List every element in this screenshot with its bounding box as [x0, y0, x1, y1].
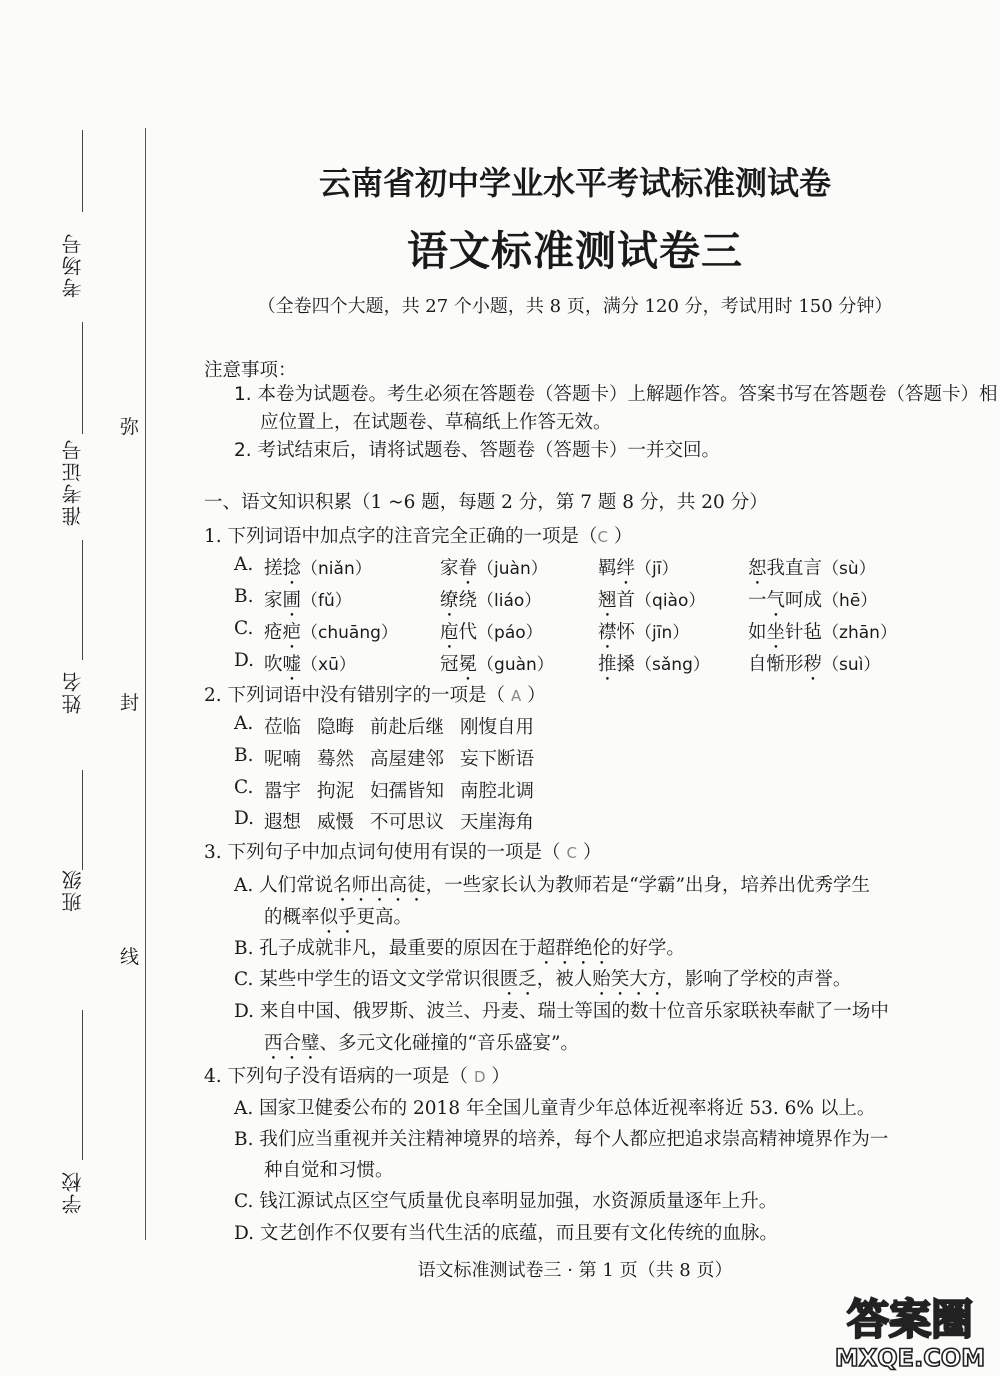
class-label: 班级: [61, 868, 85, 912]
option-4d: D. 文艺创作不仅要有当代生活的底蕴，而且要有文化传统的血脉。: [234, 1223, 778, 1244]
watermark-sub: MXQE.COM: [834, 1344, 986, 1372]
word: 蓦然: [317, 749, 355, 770]
word-with-pinyin: 搓捻（niǎn）: [264, 558, 372, 579]
pinyin: （jī）: [635, 559, 679, 579]
pinyin: （sù）: [822, 559, 876, 579]
word: 莅临: [264, 717, 302, 738]
word: 妇孺皆知: [370, 781, 445, 802]
name-line: [82, 540, 83, 660]
word-with-pinyin: 家圃（fǔ）: [264, 590, 352, 611]
bracket-close: ）: [613, 526, 633, 547]
notes-item-2: 2. 考试结束后，请将试题卷、答题卷（答题卡）一并交回。: [234, 440, 721, 461]
word: 高屋建邻: [370, 749, 445, 770]
pinyin: （liáo）: [477, 591, 542, 611]
option-label: C.: [234, 777, 254, 798]
option-words: [264, 777, 550, 803]
pinyin: （suì）: [822, 655, 881, 675]
option-3b: [234, 934, 685, 969]
option-label: A.: [234, 554, 254, 575]
bracket-close: ）: [491, 1066, 510, 1087]
dotted-phrase: 似乎: [319, 907, 357, 928]
question-text: 3. 下列句子中加点词句使用有误的一项是（: [204, 842, 561, 863]
word-with-pinyin: 襟怀（jīn）: [598, 622, 690, 643]
text: 、多元文化碰撞的“音乐盛宴”。: [319, 1033, 579, 1054]
answer-mark: D: [473, 1068, 486, 1086]
text: 的好学。: [610, 938, 685, 959]
question-text: 2. 下列词语中没有错别字的一项是（: [204, 685, 506, 706]
pinyin: （chuāng）: [301, 623, 398, 643]
option-words: [264, 745, 550, 771]
pinyin: （juàn）: [477, 559, 548, 579]
question-3-stem: [204, 838, 601, 864]
notes-item-1-cont: 应位置上，在试题卷、草稿纸上作答无效。: [260, 412, 612, 433]
pinyin: （jīn）: [635, 623, 690, 643]
text: 的概率: [264, 907, 320, 928]
word-with-pinyin: 一气呵成（hē）: [748, 590, 878, 611]
question-text: 4. 下列句子没有语病的一项是（: [204, 1066, 469, 1087]
option-3a-cont: [264, 903, 412, 938]
word: 拘泥: [317, 781, 355, 802]
notes-item-1: 1. 本卷为试题卷。考生必须在答题卷（答题卡）上解题作答。答案书写在答题卷（答题卡）相: [234, 384, 998, 405]
bracket-close: ）: [527, 685, 546, 706]
text: 更高。: [356, 907, 413, 928]
text: B. 孔子成就非凡，最重要的原因在于: [234, 938, 537, 959]
pinyin: （niǎn）: [301, 559, 372, 579]
word-with-pinyin: 羁绊（jī）: [598, 558, 679, 579]
word-with-pinyin: 恕我直言（sù）: [748, 558, 876, 579]
text: C. 某些中学生的语文文学常识很: [234, 969, 500, 990]
option-words: [264, 713, 550, 739]
word-with-pinyin: 冠冕（guàn）: [440, 654, 554, 675]
option-3a: [234, 871, 870, 906]
notes-heading: 注意事项：: [204, 360, 297, 381]
question-4-stem: [204, 1062, 510, 1088]
option-label: C.: [234, 618, 254, 639]
option-4a: A. 国家卫健委公布的 2018 年全国儿童青少年总体近视率将近 53. 6% 以上。: [234, 1098, 876, 1119]
word-with-pinyin: 疮疤（chuāng）: [264, 622, 398, 643]
watermark-main: 答案圈: [846, 1295, 974, 1344]
word: 嚣宇: [264, 781, 302, 802]
option-3c: [234, 965, 851, 1000]
class-line: [82, 770, 83, 870]
answer-mark: C: [597, 528, 609, 546]
question-1-stem: [204, 522, 632, 548]
word-with-pinyin: 庖代（páo）: [440, 622, 543, 643]
text: ，一些家长认为教师若是“学霸”出身，培养出优秀学生: [425, 875, 871, 896]
text: A. 人们常说: [234, 875, 334, 896]
bracket-close: ）: [582, 842, 602, 863]
pinyin: （fǔ）: [301, 591, 352, 611]
name-label: 姓名: [61, 670, 85, 714]
option-4b-cont: 种自觉和习惯。: [264, 1160, 394, 1181]
pinyin: （guàn）: [477, 655, 554, 675]
watermark-logo: [818, 1288, 998, 1376]
dotted-phrase: 超群绝伦: [536, 938, 611, 959]
pinyin: （páo）: [477, 623, 543, 643]
option-label: D.: [234, 650, 255, 671]
paper-title: 语文标准测试卷三: [407, 227, 743, 275]
word-with-pinyin: 翘首（qiào）: [598, 590, 706, 611]
word: 刚愎自用: [460, 717, 535, 738]
exam-room-label: 考场号: [61, 232, 85, 298]
option-4c: C. 钱江源试点区空气质量优良率明显加强，水资源质量逐年上升。: [234, 1191, 778, 1212]
option-4b: B. 我们应当重视并关注精神境界的培养，每个人都应把追求崇高精神境界作为一: [234, 1129, 889, 1150]
page-footer: 语文标准测试卷三 · 第 1 页（共 8 页）: [417, 1260, 733, 1281]
word: 遐想: [264, 812, 302, 833]
option-3d: D. 来自中国、俄罗斯、波兰、丹麦、瑞士等国的数十位音乐家联袂奉献了一场中: [234, 1001, 889, 1022]
word-with-pinyin: 家眷（juàn）: [440, 558, 548, 579]
option-label: B.: [234, 745, 254, 766]
school-line: [82, 1010, 83, 1160]
word: 天崖海角: [460, 812, 535, 833]
pinyin: （zhān）: [822, 623, 897, 643]
section-heading: 一、语文知识积累（1 ~6 题，每题 2 分，第 7 题 8 分，共 20 分）: [204, 492, 768, 513]
pinyin: （sǎng）: [635, 655, 710, 675]
admission-no-line: [82, 322, 83, 434]
word-with-pinyin: 缭绕（liáo）: [440, 590, 542, 611]
word-with-pinyin: 推搡（sǎng）: [598, 654, 710, 675]
option-words: [264, 808, 550, 834]
dotted-phrase: 匮乏: [499, 969, 537, 990]
answer-mark: A: [510, 687, 522, 705]
admission-no-label: 准考证号: [61, 438, 85, 526]
seal-char-xian: 线: [120, 946, 140, 968]
paper-info: （全卷四个大题，共 27 个小题，共 8 页，满分 120 分，考试用时 150 分钟）: [257, 296, 893, 317]
exam-series-title: 云南省初中学业水平考试标准测试卷: [318, 164, 831, 202]
dotted-phrase: 西合璧: [264, 1033, 320, 1054]
word: 威慑: [317, 812, 355, 833]
pinyin: （xū）: [301, 655, 356, 675]
option-label: B.: [234, 586, 254, 607]
word: 前赴后继: [370, 717, 445, 738]
dotted-phrase: 名师出高徒: [333, 875, 426, 896]
option-label: D.: [234, 808, 255, 829]
question-2-stem: [204, 681, 546, 707]
option-label: A.: [234, 713, 254, 734]
text: ，影响了学校的声誉。: [666, 969, 852, 990]
question-text: 1. 下列词语中加点字的注音完全正确的一项是（: [204, 526, 598, 547]
answer-mark: C: [566, 844, 577, 862]
word: 南腔北调: [460, 781, 535, 802]
word: 隐晦: [317, 717, 355, 738]
option-3d-cont: [264, 1029, 579, 1064]
seal-char-mi: 弥: [120, 416, 140, 438]
pinyin: （hē）: [822, 591, 878, 611]
word: 呢喃: [264, 749, 302, 770]
dotted-phrase: 贻笑大方: [592, 969, 667, 990]
school-label: 学校: [61, 1170, 85, 1214]
seal-char-feng: 封: [120, 692, 140, 714]
pinyin: （qiào）: [635, 591, 706, 611]
word-with-pinyin: 吹嘘（xū）: [264, 654, 356, 675]
word: 不可思议: [370, 812, 445, 833]
word: 妄下断语: [460, 749, 535, 770]
text: ，被人: [536, 969, 593, 990]
word-with-pinyin: 自惭形秽（suì）: [748, 654, 881, 675]
word-with-pinyin: 如坐针毡（zhān）: [748, 622, 897, 643]
